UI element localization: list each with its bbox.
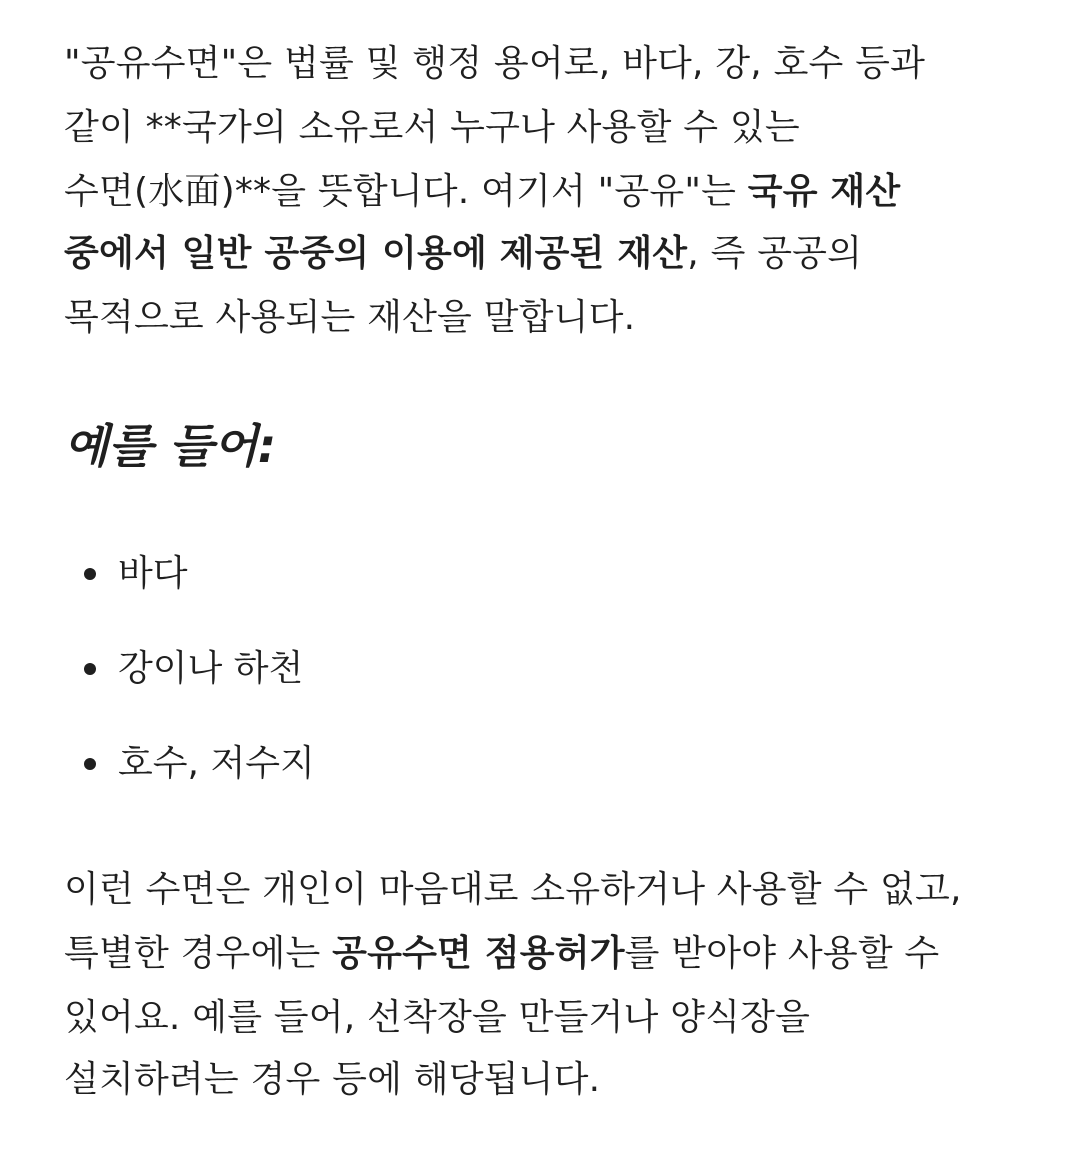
intro-text-4b: , 즉 공공의 <box>687 233 863 274</box>
list-item <box>84 742 315 786</box>
outro-text-3: 있어요. 예를 들어, 선착장을 만들거나 양식장을 <box>64 997 811 1038</box>
outro-text-4: 설치하려는 경우 등에 해당됩니다. <box>64 1059 601 1100</box>
intro-bold-national-property: 국유 재산 <box>747 171 901 212</box>
outro-line-4 <box>64 1058 600 1102</box>
outro-text-1: 이런 수면은 개인이 마음대로 소유하거나 사용할 수 없고, <box>64 869 962 910</box>
intro-text-1: "공유수면"은 법률 및 행정 용어로, 바다, 강, 호수 등과 <box>64 43 926 84</box>
outro-text-2a: 특별한 경우에는 <box>64 933 333 974</box>
examples-heading: 예를 들어: <box>64 419 277 473</box>
intro-text-2: 같이 **국가의 소유로서 누구나 사용할 수 있는 <box>64 107 800 148</box>
list-item-label: 호수, 저수지 <box>118 743 315 784</box>
list-item <box>84 647 303 691</box>
bullet-icon <box>84 568 96 580</box>
intro-text-5: 목적으로 사용되는 재산을 말합니다. <box>64 297 636 338</box>
bullet-icon <box>84 758 96 770</box>
list-item <box>84 552 188 596</box>
outro-line-2 <box>64 932 939 976</box>
outro-bold-permit: 공유수면 점용허가 <box>332 933 625 974</box>
list-item-label: 강이나 하천 <box>118 648 304 689</box>
outro-line-3 <box>64 996 810 1040</box>
intro-text-3a: 수면(水面)**을 뜻합니다. 여기서 "공유"는 <box>64 171 748 212</box>
intro-line-4 <box>64 232 862 276</box>
intro-line-3 <box>64 170 900 214</box>
intro-line-5 <box>64 296 635 340</box>
intro-line-2 <box>64 106 800 150</box>
intro-bold-public-use: 중에서 일반 공중의 이용에 제공된 재산 <box>64 233 688 274</box>
bullet-icon <box>84 663 96 675</box>
list-item-label: 바다 <box>118 553 188 594</box>
intro-line-1 <box>64 42 925 86</box>
outro-text-2c: 를 받아야 사용할 수 <box>624 933 940 974</box>
outro-line-1 <box>64 868 962 912</box>
